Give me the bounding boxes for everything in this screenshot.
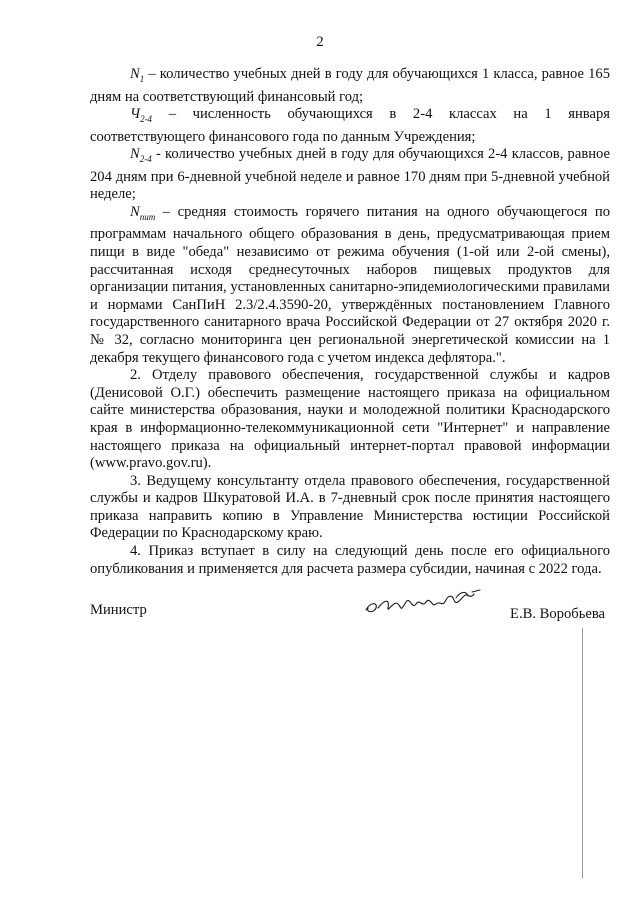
- handwritten-signature: [360, 586, 490, 620]
- symbol-n1: $N_1$: [130, 66, 145, 84]
- symbol-ch24: $Ч_{2-4}$: [130, 106, 153, 124]
- definition-text: численность обучающихся в 2-4 классах на 1 января соответствующего финансового года по данным Учреждения;: [90, 106, 610, 145]
- signatory-name: Е.В. Воробьева: [510, 606, 605, 622]
- definition-text: количество учебных дней в году для обучающихся 1 класса, равное 165 дням на соответствующий финансовый год;: [90, 66, 610, 105]
- definition-ch24: $Ч_{2-4}$ – численность обучающихся в 2-4 классах на 1 января соответствующего финансового года по данным Учреждения;: [90, 106, 610, 145]
- symbol-npit: $N_{пит}$: [130, 203, 156, 222]
- clause-3: 3. Ведущему консультанту отдела правового обеспечения, государственной службы и кадров Шкуратовой И.А. в 7-дневный срок после принятия настоящего приказа направить копию в Управление Министерства юстиции Российской Федерации по Краснодарскому краю.: [90, 472, 610, 542]
- definition-text: средняя стоимость горячего питания на одного обучающегося по программам начального общего образования в день, предусматривающая прием пищи в виде "обеда" независимо от режима обучения (1-ой или 2-ой смены), рассчитанная исходя среднесуточных наборов пищевых продуктов для организации питания, установленных санитарно-эпидемиологическими правилами и нормами СанПиН 2.3/2.4.3590-20, утверждённых постановлением Главного государственного санитарного врача Российской Федерации от 27 октября 2020 г. № 32, согласно мониторинга цен региональной энергетической комиссии на 1 декабря текущего финансового года с учетом индекса дефлятора.".: [90, 203, 610, 366]
- definition-npit: $N_{пит}$ – средняя стоимость горячего питания на одного обучающегося по программам начального общего образования в день, предусматривающая прием пищи в виде "обеда" независимо от режима обучения (1-ой или 2-ой смены), рассчитанная исходя среднесуточных наборов пищевых продуктов для организации питания, установленных санитарно-эпидемиологическими правилами и нормами СанПиН 2.3/2.4.3590-20, утверждённых постановлением Главного государственного санитарного врача Российской Федерации от 27 октября 2020 г. № 32, согласно мониторинга цен региональной энергетической комиссии на 1 декабря текущего финансового года с учетом индекса дефлятора.".: [90, 203, 610, 366]
- definition-n24: $N_{2-4}$ - количество учебных дней в году для обучающихся 2-4 классов, равное 204 дням при 6-дневной учебной неделе и равное 170 дням при 5-дневной учебной неделе;: [90, 146, 610, 203]
- signature-block: [90, 594, 610, 634]
- document-body: [90, 66, 610, 578]
- clause-4: 4. Приказ вступает в силу на следующий день после его официального опубликования и применяется для расчета размера субсидии, начиная с 2022 года.: [90, 543, 610, 577]
- definition-text: количество учебных дней в году для обучающихся 2-4 классов, равное 204 дням при 6-дневной учебной неделе и равное 170 дням при 5-дневной учебной неделе;: [90, 146, 610, 203]
- scan-margin-line: [582, 628, 583, 878]
- symbol-n24: $N_{2-4}$: [130, 146, 152, 165]
- signatory-position: Министр: [90, 602, 147, 618]
- clause-2: 2. Отделу правового обеспечения, государственной службы и кадров (Денисовой О.Г.) обеспечить размещение настоящего приказа на официальном сайте министерства образования, науки и молодежной политики Краснодарского края в информационно-телекоммуникационной сети "Интернет" и направление настоящего приказа на официальный интернет-портал правовой информации (www.pravo.gov.ru).: [90, 367, 610, 472]
- definition-n1: $N_1$ – количество учебных дней в году для обучающихся 1 класса, равное 165 дням на соответствующий финансовый год;: [90, 66, 610, 105]
- page-number: 2: [316, 34, 324, 50]
